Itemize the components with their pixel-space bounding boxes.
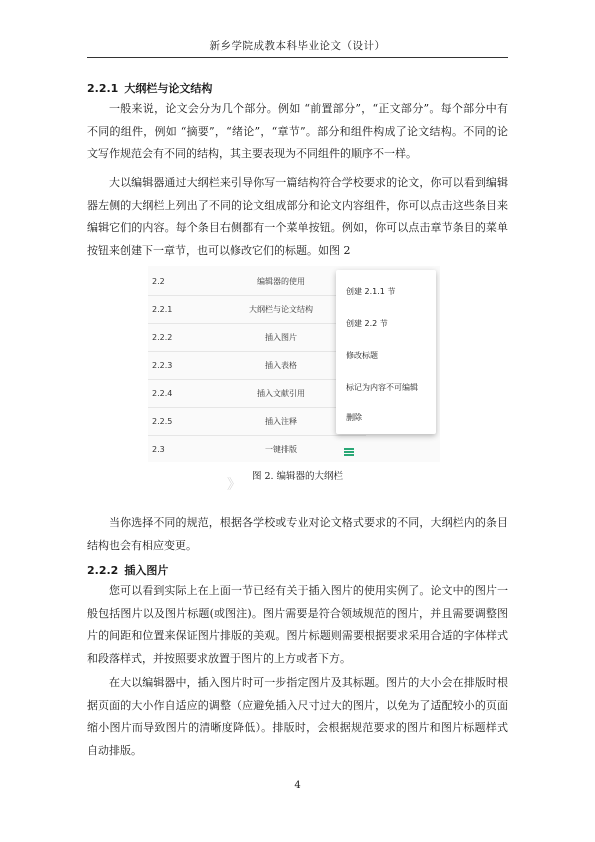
outline-row: [148, 268, 366, 296]
section-title: 插入图片: [124, 564, 169, 577]
menu-item-lock: 标记为内容不可编辑: [346, 383, 418, 392]
outline-row-number: 2.2: [152, 277, 165, 286]
page-header: 新乡学院成教本科毕业论文（设计）: [87, 38, 508, 58]
page-number: 4: [294, 780, 301, 791]
outline-row-number: 2.3: [152, 445, 165, 454]
outline-row: [148, 324, 366, 352]
outline-row-title: 插入图片: [265, 333, 297, 342]
menu-item-create-2-2: 创建 2.2 节: [346, 319, 388, 328]
menu-item-delete: 删除: [346, 413, 362, 422]
outline-row-title: 大纲栏与论文结构: [249, 305, 313, 314]
list-menu-icon: [344, 448, 354, 456]
outline-row: [148, 436, 366, 462]
outline-figure: [148, 266, 440, 462]
outline-row-number: 2.2.2: [152, 333, 173, 342]
section-title: 大纲栏与论文结构: [124, 82, 213, 95]
body-paragraph: 当你选择不同的规范，根据各学校或专业对论文格式要求的不同，大纲栏内的条目结构也会有相应变更。: [87, 516, 508, 552]
menu-item-create-2-1-1: 创建 2.1.1 节: [346, 287, 396, 296]
body-paragraph: 在大以编辑器中，插入图片时可一步指定图片及其标题。图片的大小会在排版时根据页面的大小作自适应的调整（应避免插入尺寸过大的图片，以免为了适配较小的页面缩小图片而导致图片的清晰度降低）。排版时，会根据规范要求的图片和图片标题样式自动排版。: [87, 676, 508, 757]
section-number: 2.2.1: [87, 82, 119, 95]
outline-row-title: 编辑器的使用: [257, 277, 305, 286]
outline-row-number: 2.2.4: [152, 389, 173, 398]
outline-row-title: 插入表格: [265, 361, 297, 370]
section-number: 2.2.2: [87, 564, 119, 577]
outline-row-title: 插入文献引用: [257, 389, 305, 398]
outline-row-title: 插入注释: [265, 417, 297, 426]
outline-row-title: 一键排版: [265, 445, 297, 454]
outline-row: [148, 352, 366, 380]
outline-row-number: 2.2.1: [152, 305, 173, 314]
figure-caption-text: 图 2. 编辑器的大纲栏: [251, 471, 344, 482]
context-menu: [336, 270, 436, 434]
watermark-glyph: 》: [227, 477, 241, 493]
outline-row-number: 2.2.5: [152, 417, 173, 426]
outline-row-number: 2.2.3: [152, 361, 173, 370]
section-heading-2-2-1: [87, 80, 212, 96]
figure-caption: [87, 468, 508, 493]
body-paragraph: 大以编辑器通过大纲栏来引导你写一篇结构符合学校要求的论文，你可以看到编辑器左侧的大纲栏上列出了不同的论文组成部分和论文内容组件，你可以点击这些条目来编辑它们的内容。每个条目右侧都有一个菜单按钮。例如，你可以点击章节条目的菜单按钮来创建下一章节，也可以修改它们的标题。如图 2: [87, 176, 508, 257]
body-paragraph: 一般来说，论文会分为几个部分。例如 “前置部分”，“正文部分”。每个部分中有不同的组件，例如 “摘要”，“绪论”，“章节”。部分和组件构成了论文结构。不同的论文写作规范会有不同的结构，其主要表现为不同组件的顺序不一样。: [87, 102, 508, 160]
section-heading-2-2-2: [87, 562, 168, 578]
body-paragraph: 您可以看到实际上在上面一节已经有关于插入图片的使用实例了。论文中的图片一般包括图片以及图片标题(或图注)。图片需要是符合领域规范的图片，并且需要调整图片的间距和位置来保证图片排版的美观。图片标题则需要根据要求采用合适的字体样式和段落样式，并按照要求放置于图片的上方或者下方。: [87, 584, 508, 665]
menu-item-rename: 修改标题: [346, 351, 378, 360]
outline-row: [148, 380, 366, 408]
outline-row: [148, 296, 366, 324]
outline-row: [148, 408, 366, 436]
